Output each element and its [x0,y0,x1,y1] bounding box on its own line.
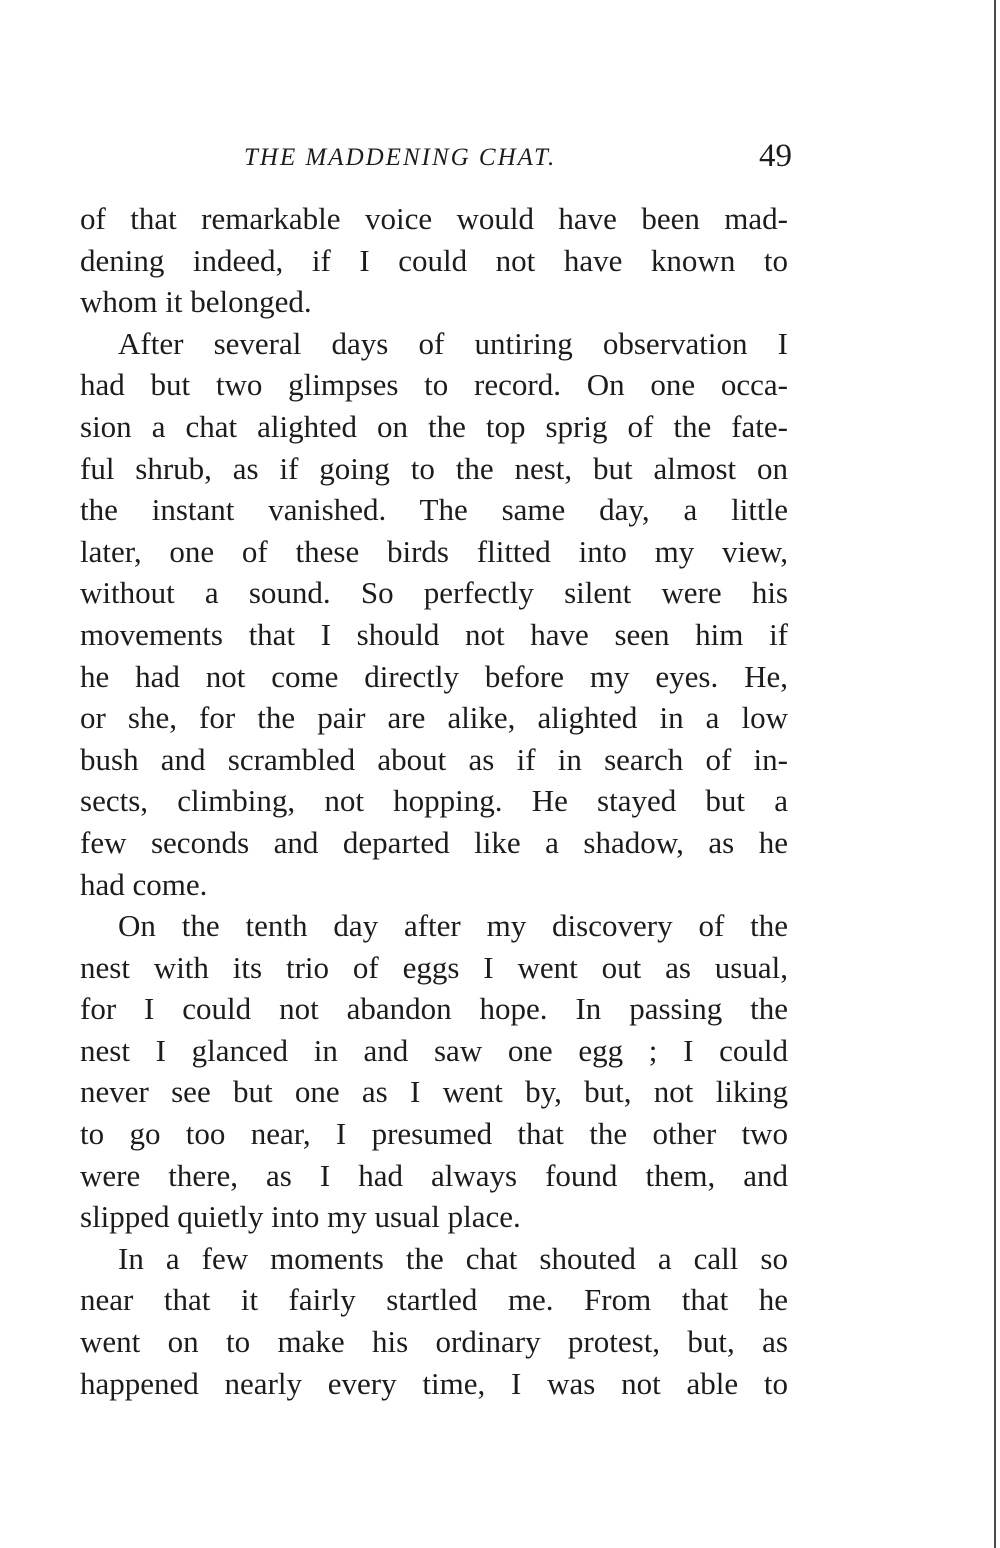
page-header [80,138,792,182]
text-line: were there, as I had always found them, and [80,1157,788,1193]
page-number: 49 [759,138,792,174]
text-line: nest I glanced in and saw one egg ; I could [80,1032,788,1068]
text-line: sion a chat alighted on the top sprig of the fate- [80,408,788,444]
text-line: sects, climbing, not hopping. He stayed but a [80,783,788,819]
text-line: or she, for the pair are alike, alighted in a low [80,700,788,736]
page-edge-line [994,0,996,1548]
text-line: went on to make his ordinary protest, but, as [80,1324,788,1360]
text-line: dening indeed, if I could not have known to [80,242,788,278]
text-line: whom it belonged. [80,284,312,320]
text-line: ful shrub, as if going to the nest, but almost on [80,450,788,486]
text-line: near that it fairly startled me. From that he [80,1282,788,1318]
paragraph-start-line: On the tenth day after my discovery of the [118,908,788,944]
text-line: later, one of these birds flitted into my view, [80,533,788,569]
text-line: never see but one as I went by, but, not liking [80,1074,788,1110]
text-line: few seconds and departed like a shadow, as he [80,824,788,860]
paragraph-start-line: In a few moments the chat shouted a call so [118,1240,788,1276]
text-line: had but two glimpses to record. On one occa- [80,367,788,403]
text-line: nest with its trio of eggs I went out as usual, [80,949,788,985]
text-line: without a sound. So perfectly silent were his [80,575,788,611]
text-line: he had not come directly before my eyes. He, [80,658,788,694]
text-line: movements that I should not have seen him if [80,616,788,652]
text-line: had come. [80,866,208,902]
text-line: the instant vanished. The same day, a little [80,492,788,528]
text-line: of that remarkable voice would have been mad- [80,201,788,236]
text-line: bush and scrambled about as if in search of in- [80,741,788,777]
body-text [80,198,788,1404]
text-line: happened nearly every time, I was not able to [80,1365,788,1401]
text-line: slipped quietly into my usual place. [80,1199,521,1235]
running-head: THE MADDENING CHAT. [244,144,557,171]
paragraph-start-line: After several days of untiring observation I [118,325,788,361]
text-line: to go too near, I presumed that the other two [80,1116,788,1152]
text-line: for I could not abandon hope. In passing the [80,991,788,1027]
